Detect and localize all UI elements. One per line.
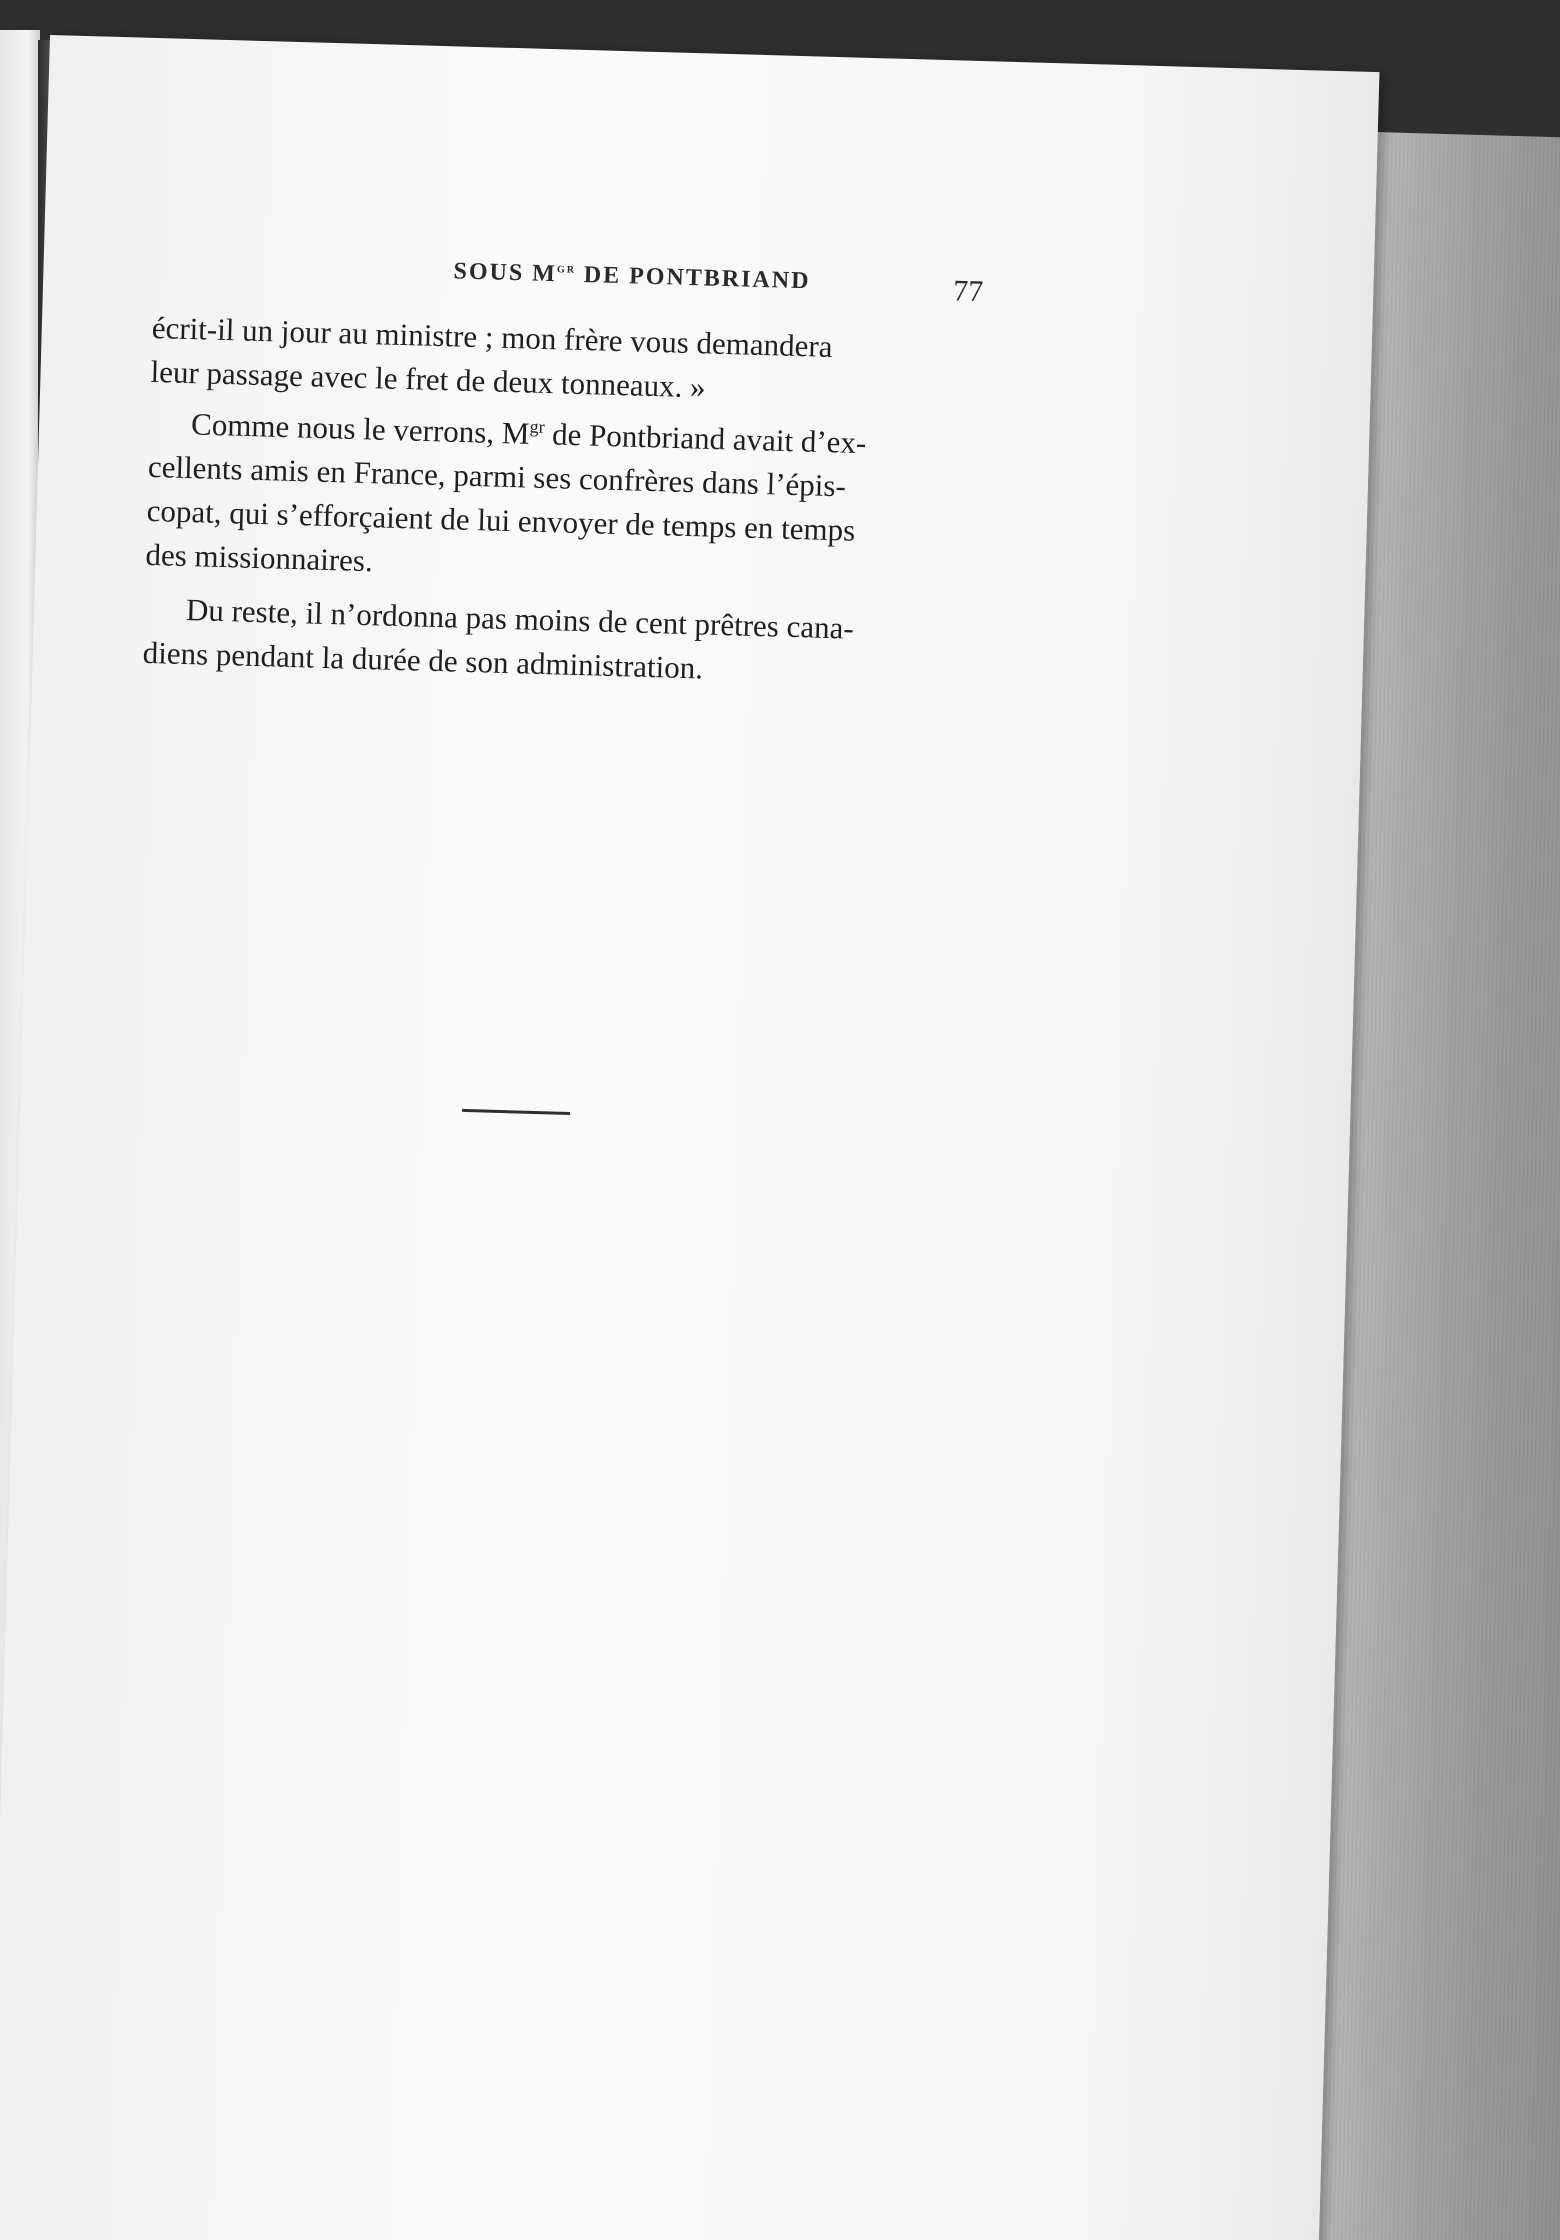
running-head-sup: gr (556, 261, 577, 277)
paragraph-3-line-1: Du reste, il n’ordonna pas moins de cent prêtres cana- (185, 592, 855, 646)
paragraph-3-line-2: diens pendant la durée de son administration. (142, 635, 704, 686)
paragraph-1-line-1: écrit-il un jour au ministre ; mon frère vous demandera (151, 309, 834, 364)
paragraph-2-line-2: cellents amis en France, parmi ses confrères dans l’épis- (147, 449, 847, 504)
paragraph-2-line-1-part-1: Comme nous le verrons, M (190, 406, 530, 451)
running-head-title (453, 258, 811, 295)
running-head-prefix: SOUS M (453, 258, 558, 288)
paragraph-2-line-1-part-2: de Pontbriand avait d’ex- (543, 416, 867, 461)
paragraph-1-line-2: leur passage avec le fret de deux tonneaux. » (150, 353, 707, 405)
paragraph-2 (145, 394, 980, 600)
book-page (0, 35, 1379, 2240)
page-block (0, 35, 1559, 2240)
paragraph-3 (142, 587, 974, 698)
paragraph-2-line-3: copat, qui s’efforçaient de lui envoyer de temps en temps (146, 493, 856, 548)
section-end-rule (462, 1109, 570, 1115)
body-text (142, 306, 982, 698)
paragraph-2-line-1-sup: gr (529, 416, 545, 437)
page-number: 77 (952, 274, 984, 309)
running-head (153, 250, 984, 313)
running-head-suffix: DE PONTBRIAND (575, 261, 811, 295)
paragraph-2-line-4: des missionnaires. (145, 537, 374, 579)
